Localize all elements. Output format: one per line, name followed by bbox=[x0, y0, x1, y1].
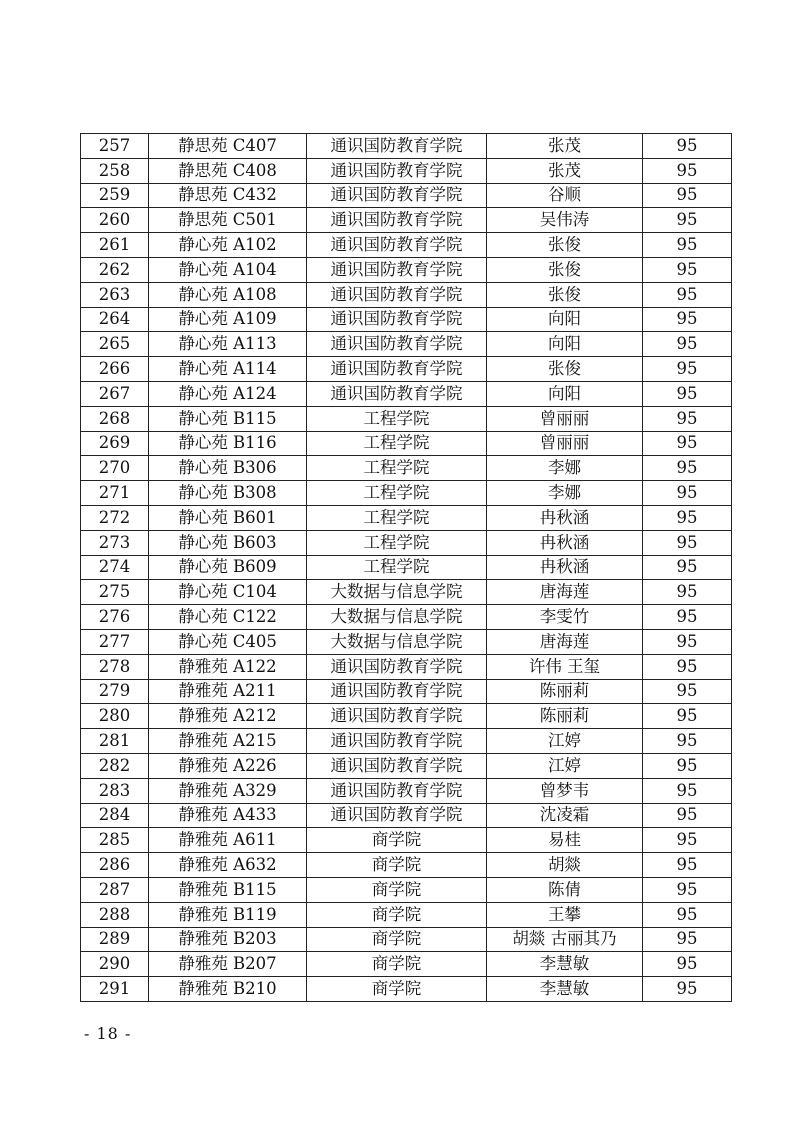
room-cell: 静思苑 C501 bbox=[149, 208, 307, 233]
college-cell: 工程学院 bbox=[307, 406, 487, 431]
row-number-cell: 283 bbox=[81, 778, 149, 803]
table-row bbox=[81, 381, 732, 406]
contact-name-cell: 陈丽莉 bbox=[487, 704, 643, 729]
table-row bbox=[81, 282, 732, 307]
table-row bbox=[81, 530, 732, 555]
row-number-cell: 288 bbox=[81, 902, 149, 927]
table-row bbox=[81, 406, 732, 431]
room-cell: 静心苑 A108 bbox=[149, 282, 307, 307]
contact-name-cell: 谷顺 bbox=[487, 183, 643, 208]
row-number-cell: 273 bbox=[81, 530, 149, 555]
contact-name-cell: 冉秋涵 bbox=[487, 530, 643, 555]
room-cell: 静雅苑 A122 bbox=[149, 654, 307, 679]
score-cell: 95 bbox=[643, 704, 732, 729]
row-number-cell: 280 bbox=[81, 704, 149, 729]
score-cell: 95 bbox=[643, 481, 732, 506]
row-number-cell: 257 bbox=[81, 134, 149, 159]
room-cell: 静心苑 B116 bbox=[149, 431, 307, 456]
room-cell: 静心苑 A104 bbox=[149, 257, 307, 282]
college-cell: 工程学院 bbox=[307, 530, 487, 555]
score-cell: 95 bbox=[643, 803, 732, 828]
room-cell: 静心苑 A109 bbox=[149, 307, 307, 332]
room-cell: 静雅苑 A215 bbox=[149, 729, 307, 754]
table-row bbox=[81, 332, 732, 357]
table-row bbox=[81, 307, 732, 332]
room-cell: 静心苑 A102 bbox=[149, 233, 307, 258]
table-row bbox=[81, 853, 732, 878]
row-number-cell: 269 bbox=[81, 431, 149, 456]
score-cell: 95 bbox=[643, 828, 732, 853]
college-cell: 通识国防教育学院 bbox=[307, 158, 487, 183]
row-number-cell: 276 bbox=[81, 605, 149, 630]
college-cell: 通识国防教育学院 bbox=[307, 654, 487, 679]
row-number-cell: 261 bbox=[81, 233, 149, 258]
score-cell: 95 bbox=[643, 134, 732, 159]
contact-name-cell: 张俊 bbox=[487, 233, 643, 258]
row-number-cell: 259 bbox=[81, 183, 149, 208]
room-cell: 静思苑 C407 bbox=[149, 134, 307, 159]
table-row bbox=[81, 481, 732, 506]
college-cell: 商学院 bbox=[307, 902, 487, 927]
room-cell: 静雅苑 A632 bbox=[149, 853, 307, 878]
table-body bbox=[81, 134, 732, 1002]
score-cell: 95 bbox=[643, 853, 732, 878]
contact-name-cell: 张茂 bbox=[487, 158, 643, 183]
table-row bbox=[81, 679, 732, 704]
score-cell: 95 bbox=[643, 505, 732, 530]
page-number: - 18 - bbox=[84, 1024, 132, 1043]
room-cell: 静心苑 C405 bbox=[149, 629, 307, 654]
row-number-cell: 289 bbox=[81, 927, 149, 952]
college-cell: 通识国防教育学院 bbox=[307, 753, 487, 778]
table-row bbox=[81, 555, 732, 580]
college-cell: 工程学院 bbox=[307, 505, 487, 530]
contact-name-cell: 李雯竹 bbox=[487, 605, 643, 630]
college-cell: 通识国防教育学院 bbox=[307, 233, 487, 258]
table-row bbox=[81, 183, 732, 208]
contact-name-cell: 王攀 bbox=[487, 902, 643, 927]
row-number-cell: 258 bbox=[81, 158, 149, 183]
row-number-cell: 271 bbox=[81, 481, 149, 506]
row-number-cell: 262 bbox=[81, 257, 149, 282]
row-number-cell: 285 bbox=[81, 828, 149, 853]
score-cell: 95 bbox=[643, 456, 732, 481]
table-row bbox=[81, 952, 732, 977]
score-cell: 95 bbox=[643, 902, 732, 927]
college-cell: 大数据与信息学院 bbox=[307, 605, 487, 630]
college-cell: 商学院 bbox=[307, 877, 487, 902]
contact-name-cell: 陈丽莉 bbox=[487, 679, 643, 704]
contact-name-cell: 曾丽丽 bbox=[487, 406, 643, 431]
dormitory-score-table bbox=[80, 133, 732, 1002]
table-row bbox=[81, 828, 732, 853]
row-number-cell: 270 bbox=[81, 456, 149, 481]
college-cell: 通识国防教育学院 bbox=[307, 729, 487, 754]
college-cell: 通识国防教育学院 bbox=[307, 357, 487, 382]
room-cell: 静雅苑 A329 bbox=[149, 778, 307, 803]
row-number-cell: 284 bbox=[81, 803, 149, 828]
row-number-cell: 281 bbox=[81, 729, 149, 754]
row-number-cell: 266 bbox=[81, 357, 149, 382]
score-cell: 95 bbox=[643, 307, 732, 332]
score-cell: 95 bbox=[643, 555, 732, 580]
room-cell: 静雅苑 A226 bbox=[149, 753, 307, 778]
row-number-cell: 274 bbox=[81, 555, 149, 580]
college-cell: 商学院 bbox=[307, 977, 487, 1002]
contact-name-cell: 冉秋涵 bbox=[487, 505, 643, 530]
row-number-cell: 290 bbox=[81, 952, 149, 977]
contact-name-cell: 向阳 bbox=[487, 332, 643, 357]
room-cell: 静心苑 C104 bbox=[149, 580, 307, 605]
contact-name-cell: 张俊 bbox=[487, 357, 643, 382]
room-cell: 静心苑 B601 bbox=[149, 505, 307, 530]
contact-name-cell: 唐海莲 bbox=[487, 629, 643, 654]
score-cell: 95 bbox=[643, 580, 732, 605]
contact-name-cell: 唐海莲 bbox=[487, 580, 643, 605]
score-cell: 95 bbox=[643, 406, 732, 431]
college-cell: 通识国防教育学院 bbox=[307, 183, 487, 208]
table-row bbox=[81, 629, 732, 654]
contact-name-cell: 陈倩 bbox=[487, 877, 643, 902]
score-cell: 95 bbox=[643, 431, 732, 456]
row-number-cell: 275 bbox=[81, 580, 149, 605]
table-row bbox=[81, 753, 732, 778]
table-row bbox=[81, 977, 732, 1002]
score-cell: 95 bbox=[643, 530, 732, 555]
contact-name-cell: 曾丽丽 bbox=[487, 431, 643, 456]
score-cell: 95 bbox=[643, 332, 732, 357]
contact-name-cell: 吴伟涛 bbox=[487, 208, 643, 233]
table-row bbox=[81, 431, 732, 456]
college-cell: 商学院 bbox=[307, 952, 487, 977]
contact-name-cell: 胡燚 古丽其乃 bbox=[487, 927, 643, 952]
room-cell: 静雅苑 A212 bbox=[149, 704, 307, 729]
row-number-cell: 260 bbox=[81, 208, 149, 233]
score-cell: 95 bbox=[643, 778, 732, 803]
table-row bbox=[81, 357, 732, 382]
table-row bbox=[81, 877, 732, 902]
table-row bbox=[81, 902, 732, 927]
college-cell: 通识国防教育学院 bbox=[307, 134, 487, 159]
room-cell: 静雅苑 B203 bbox=[149, 927, 307, 952]
contact-name-cell: 张俊 bbox=[487, 282, 643, 307]
college-cell: 商学院 bbox=[307, 927, 487, 952]
college-cell: 通识国防教育学院 bbox=[307, 307, 487, 332]
row-number-cell: 287 bbox=[81, 877, 149, 902]
row-number-cell: 263 bbox=[81, 282, 149, 307]
table-row bbox=[81, 654, 732, 679]
contact-name-cell: 胡燚 bbox=[487, 853, 643, 878]
room-cell: 静心苑 B308 bbox=[149, 481, 307, 506]
college-cell: 通识国防教育学院 bbox=[307, 381, 487, 406]
row-number-cell: 265 bbox=[81, 332, 149, 357]
college-cell: 工程学院 bbox=[307, 456, 487, 481]
row-number-cell: 282 bbox=[81, 753, 149, 778]
score-cell: 95 bbox=[643, 654, 732, 679]
college-cell: 通识国防教育学院 bbox=[307, 679, 487, 704]
table-row bbox=[81, 233, 732, 258]
room-cell: 静雅苑 B119 bbox=[149, 902, 307, 927]
contact-name-cell: 沈凌霜 bbox=[487, 803, 643, 828]
score-cell: 95 bbox=[643, 208, 732, 233]
table-row bbox=[81, 505, 732, 530]
row-number-cell: 277 bbox=[81, 629, 149, 654]
score-cell: 95 bbox=[643, 927, 732, 952]
room-cell: 静雅苑 A611 bbox=[149, 828, 307, 853]
score-cell: 95 bbox=[643, 183, 732, 208]
row-number-cell: 268 bbox=[81, 406, 149, 431]
college-cell: 通识国防教育学院 bbox=[307, 803, 487, 828]
room-cell: 静雅苑 A211 bbox=[149, 679, 307, 704]
room-cell: 静思苑 C408 bbox=[149, 158, 307, 183]
college-cell: 通识国防教育学院 bbox=[307, 332, 487, 357]
row-number-cell: 291 bbox=[81, 977, 149, 1002]
score-cell: 95 bbox=[643, 605, 732, 630]
table-row bbox=[81, 927, 732, 952]
room-cell: 静雅苑 B115 bbox=[149, 877, 307, 902]
contact-name-cell: 张茂 bbox=[487, 134, 643, 159]
room-cell: 静心苑 B306 bbox=[149, 456, 307, 481]
college-cell: 通识国防教育学院 bbox=[307, 282, 487, 307]
score-cell: 95 bbox=[643, 952, 732, 977]
row-number-cell: 286 bbox=[81, 853, 149, 878]
table-row bbox=[81, 803, 732, 828]
contact-name-cell: 许伟 王玺 bbox=[487, 654, 643, 679]
room-cell: 静心苑 B115 bbox=[149, 406, 307, 431]
college-cell: 商学院 bbox=[307, 828, 487, 853]
college-cell: 工程学院 bbox=[307, 555, 487, 580]
score-cell: 95 bbox=[643, 729, 732, 754]
score-cell: 95 bbox=[643, 753, 732, 778]
row-number-cell: 264 bbox=[81, 307, 149, 332]
college-cell: 大数据与信息学院 bbox=[307, 629, 487, 654]
college-cell: 通识国防教育学院 bbox=[307, 257, 487, 282]
college-cell: 商学院 bbox=[307, 853, 487, 878]
contact-name-cell: 李慧敏 bbox=[487, 977, 643, 1002]
score-cell: 95 bbox=[643, 233, 732, 258]
college-cell: 通识国防教育学院 bbox=[307, 208, 487, 233]
room-cell: 静雅苑 A433 bbox=[149, 803, 307, 828]
score-cell: 95 bbox=[643, 877, 732, 902]
contact-name-cell: 向阳 bbox=[487, 381, 643, 406]
row-number-cell: 279 bbox=[81, 679, 149, 704]
table-row bbox=[81, 704, 732, 729]
score-cell: 95 bbox=[643, 679, 732, 704]
room-cell: 静心苑 A114 bbox=[149, 357, 307, 382]
college-cell: 通识国防教育学院 bbox=[307, 704, 487, 729]
table-row bbox=[81, 158, 732, 183]
contact-name-cell: 向阳 bbox=[487, 307, 643, 332]
table-row bbox=[81, 134, 732, 159]
row-number-cell: 272 bbox=[81, 505, 149, 530]
score-cell: 95 bbox=[643, 158, 732, 183]
college-cell: 通识国防教育学院 bbox=[307, 778, 487, 803]
contact-name-cell: 江婷 bbox=[487, 729, 643, 754]
table-row bbox=[81, 208, 732, 233]
contact-name-cell: 张俊 bbox=[487, 257, 643, 282]
row-number-cell: 267 bbox=[81, 381, 149, 406]
room-cell: 静雅苑 B210 bbox=[149, 977, 307, 1002]
score-cell: 95 bbox=[643, 357, 732, 382]
contact-name-cell: 李慧敏 bbox=[487, 952, 643, 977]
room-cell: 静心苑 A124 bbox=[149, 381, 307, 406]
score-cell: 95 bbox=[643, 381, 732, 406]
college-cell: 工程学院 bbox=[307, 481, 487, 506]
contact-name-cell: 易桂 bbox=[487, 828, 643, 853]
college-cell: 大数据与信息学院 bbox=[307, 580, 487, 605]
table-row bbox=[81, 456, 732, 481]
room-cell: 静思苑 C432 bbox=[149, 183, 307, 208]
contact-name-cell: 李娜 bbox=[487, 481, 643, 506]
contact-name-cell: 曾梦韦 bbox=[487, 778, 643, 803]
table-row bbox=[81, 580, 732, 605]
score-cell: 95 bbox=[643, 629, 732, 654]
room-cell: 静雅苑 B207 bbox=[149, 952, 307, 977]
room-cell: 静心苑 A113 bbox=[149, 332, 307, 357]
score-cell: 95 bbox=[643, 282, 732, 307]
room-cell: 静心苑 B603 bbox=[149, 530, 307, 555]
table-row bbox=[81, 257, 732, 282]
room-cell: 静心苑 C122 bbox=[149, 605, 307, 630]
college-cell: 工程学院 bbox=[307, 431, 487, 456]
table-row bbox=[81, 729, 732, 754]
room-cell: 静心苑 B609 bbox=[149, 555, 307, 580]
table-row bbox=[81, 605, 732, 630]
contact-name-cell: 李娜 bbox=[487, 456, 643, 481]
score-cell: 95 bbox=[643, 257, 732, 282]
row-number-cell: 278 bbox=[81, 654, 149, 679]
table-row bbox=[81, 778, 732, 803]
contact-name-cell: 江婷 bbox=[487, 753, 643, 778]
score-cell: 95 bbox=[643, 977, 732, 1002]
contact-name-cell: 冉秋涵 bbox=[487, 555, 643, 580]
